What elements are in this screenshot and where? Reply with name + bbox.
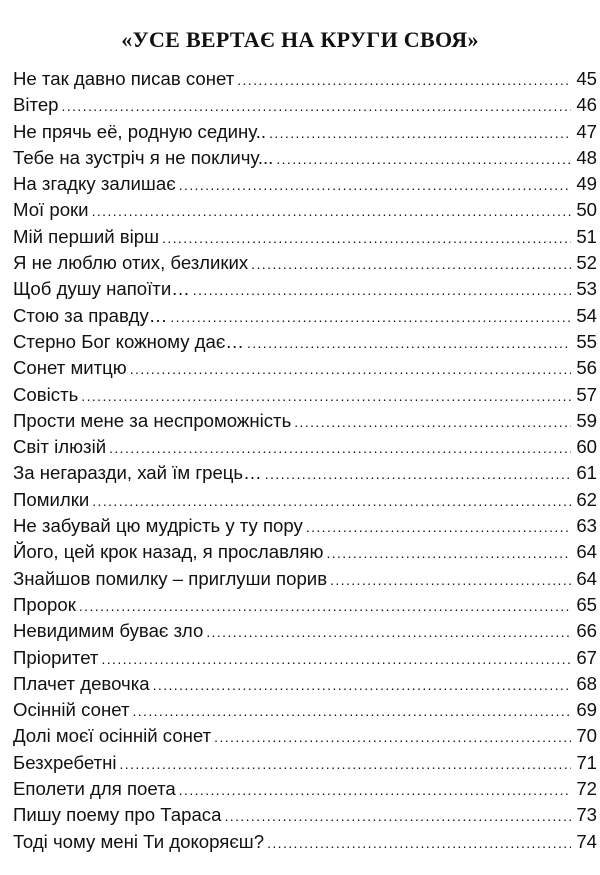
entry-title: Безхребетні xyxy=(13,751,117,773)
toc-entry xyxy=(13,92,597,118)
entry-title: Тебе на зустріч я не покличу... xyxy=(13,146,274,168)
toc-entry xyxy=(13,829,597,855)
entry-title: Долі моєї осінній сонет xyxy=(13,725,212,747)
entry-title: Його, цей крок назад, я прославляю xyxy=(13,541,324,563)
dot-leader xyxy=(265,465,571,483)
entry-title: Стерно Бог кожному дає… xyxy=(13,330,244,352)
entry-page-number: 64 xyxy=(576,567,597,589)
entry-title: Пишу поему про Тараса xyxy=(13,804,222,826)
dot-leader xyxy=(79,597,571,615)
dot-leader xyxy=(170,308,571,326)
toc-entry xyxy=(13,802,597,828)
dot-leader xyxy=(294,413,571,431)
toc-entry xyxy=(13,276,597,302)
entry-page-number: 65 xyxy=(576,593,597,615)
dot-leader xyxy=(162,229,571,247)
entry-page-number: 69 xyxy=(576,699,597,721)
entry-title: Пророк xyxy=(13,593,76,615)
entry-title: Невидимим буває зло xyxy=(13,620,204,642)
toc-entry xyxy=(13,250,597,276)
entry-page-number: 50 xyxy=(576,199,597,221)
entry-page-number: 57 xyxy=(576,383,597,405)
dot-leader xyxy=(224,807,571,825)
entry-title: Осінній сонет xyxy=(13,699,130,721)
dot-leader xyxy=(306,518,571,536)
entry-page-number: 63 xyxy=(576,515,597,537)
dot-leader xyxy=(81,387,571,405)
toc-entry xyxy=(13,66,597,92)
entry-page-number: 72 xyxy=(576,778,597,800)
entry-title: Пріоритет xyxy=(13,646,99,668)
toc-entry xyxy=(13,671,597,697)
toc-entry xyxy=(13,513,597,539)
toc-entry xyxy=(13,382,597,408)
toc-entry xyxy=(13,197,597,223)
toc-entry xyxy=(13,171,597,197)
entry-page-number: 66 xyxy=(576,620,597,642)
toc-entry xyxy=(13,592,597,618)
dot-leader xyxy=(130,360,571,378)
entry-title: Стою за правду… xyxy=(13,304,168,326)
dot-leader xyxy=(92,202,571,220)
dot-leader xyxy=(120,755,571,773)
entry-page-number: 61 xyxy=(576,462,597,484)
entry-page-number: 55 xyxy=(576,330,597,352)
toc-entry xyxy=(13,539,597,565)
entry-page-number: 54 xyxy=(576,304,597,326)
dot-leader xyxy=(153,676,571,694)
toc-entry xyxy=(13,776,597,802)
entry-page-number: 52 xyxy=(576,252,597,274)
toc-entry xyxy=(13,408,597,434)
dot-leader xyxy=(179,176,571,194)
entry-title: Вітер xyxy=(13,94,59,116)
entry-title: Еполети для поета xyxy=(13,778,176,800)
toc-entry xyxy=(13,224,597,250)
entry-title: Прости мене за неспроможність xyxy=(13,409,292,431)
toc-entry xyxy=(13,145,597,171)
entry-title: Тоді чому мені Ти докоряєш? xyxy=(13,830,265,852)
dot-leader xyxy=(206,623,571,641)
dot-leader xyxy=(326,544,571,562)
entry-title: Мій перший вірш xyxy=(13,225,160,247)
entry-page-number: 59 xyxy=(576,409,597,431)
toc-entry xyxy=(13,303,597,329)
dot-leader xyxy=(251,255,571,273)
entry-page-number: 46 xyxy=(576,94,597,116)
toc-entry xyxy=(13,460,597,486)
entry-page-number: 70 xyxy=(576,725,597,747)
toc-entry xyxy=(13,750,597,776)
entry-page-number: 67 xyxy=(576,646,597,668)
dot-leader xyxy=(269,124,571,142)
entry-title: Не прячь её, родную седину.. xyxy=(13,120,267,142)
toc-entry xyxy=(13,355,597,381)
entry-title: Світ ілюзій xyxy=(13,436,107,458)
entry-title: Щоб душу напоїти… xyxy=(13,278,190,300)
entry-page-number: 74 xyxy=(576,830,597,852)
entry-title: За негаразди, хай їм грець… xyxy=(13,462,262,484)
dot-leader xyxy=(267,834,571,852)
dot-leader xyxy=(101,650,571,668)
entry-page-number: 53 xyxy=(576,278,597,300)
entry-page-number: 62 xyxy=(576,488,597,510)
entry-page-number: 47 xyxy=(576,120,597,142)
toc-entry xyxy=(13,329,597,355)
dot-leader xyxy=(193,281,571,299)
entry-title: На згадку залишає xyxy=(13,173,176,195)
dot-leader xyxy=(237,71,571,89)
toc-entry xyxy=(13,723,597,749)
toc-entry xyxy=(13,645,597,671)
entry-page-number: 73 xyxy=(576,804,597,826)
entry-page-number: 49 xyxy=(576,173,597,195)
entry-page-number: 48 xyxy=(576,146,597,168)
entry-title: Мої роки xyxy=(13,199,89,221)
section-title: «УСЕ ВЕРТАЄ НА КРУГИ СВОЯ» xyxy=(121,26,479,52)
dot-leader xyxy=(92,492,571,510)
toc-entry xyxy=(13,487,597,513)
dot-leader xyxy=(62,97,571,115)
entry-page-number: 51 xyxy=(576,225,597,247)
entry-page-number: 60 xyxy=(576,436,597,458)
entry-title: Совість xyxy=(13,383,79,405)
entry-title: Я не люблю отих, безликих xyxy=(13,252,249,274)
toc-entry xyxy=(13,566,597,592)
toc-entry xyxy=(13,119,597,145)
entry-page-number: 56 xyxy=(576,357,597,379)
entry-page-number: 45 xyxy=(576,68,597,89)
entry-title: Знайшов помилку – приглуши порив xyxy=(13,567,328,589)
entry-title: Не забувай цю мудрість у ту пору xyxy=(13,515,303,537)
dot-leader xyxy=(276,150,571,168)
dot-leader xyxy=(132,702,571,720)
toc-entry xyxy=(13,618,597,644)
toc-entry xyxy=(13,434,597,460)
entry-title: Сонет митцю xyxy=(13,357,127,379)
dot-leader xyxy=(214,728,571,746)
entry-title: Не так давно писав сонет xyxy=(13,68,235,89)
dot-leader xyxy=(247,334,571,352)
entry-page-number: 68 xyxy=(576,672,597,694)
dot-leader xyxy=(179,781,571,799)
entry-page-number: 64 xyxy=(576,541,597,563)
entry-title: Помилки xyxy=(13,488,90,510)
entry-page-number: 71 xyxy=(576,751,597,773)
dot-leader xyxy=(330,571,571,589)
dot-leader xyxy=(109,439,571,457)
toc-entry xyxy=(13,697,597,723)
entry-title: Плачет девочка xyxy=(13,672,150,694)
table-of-contents xyxy=(13,66,597,855)
